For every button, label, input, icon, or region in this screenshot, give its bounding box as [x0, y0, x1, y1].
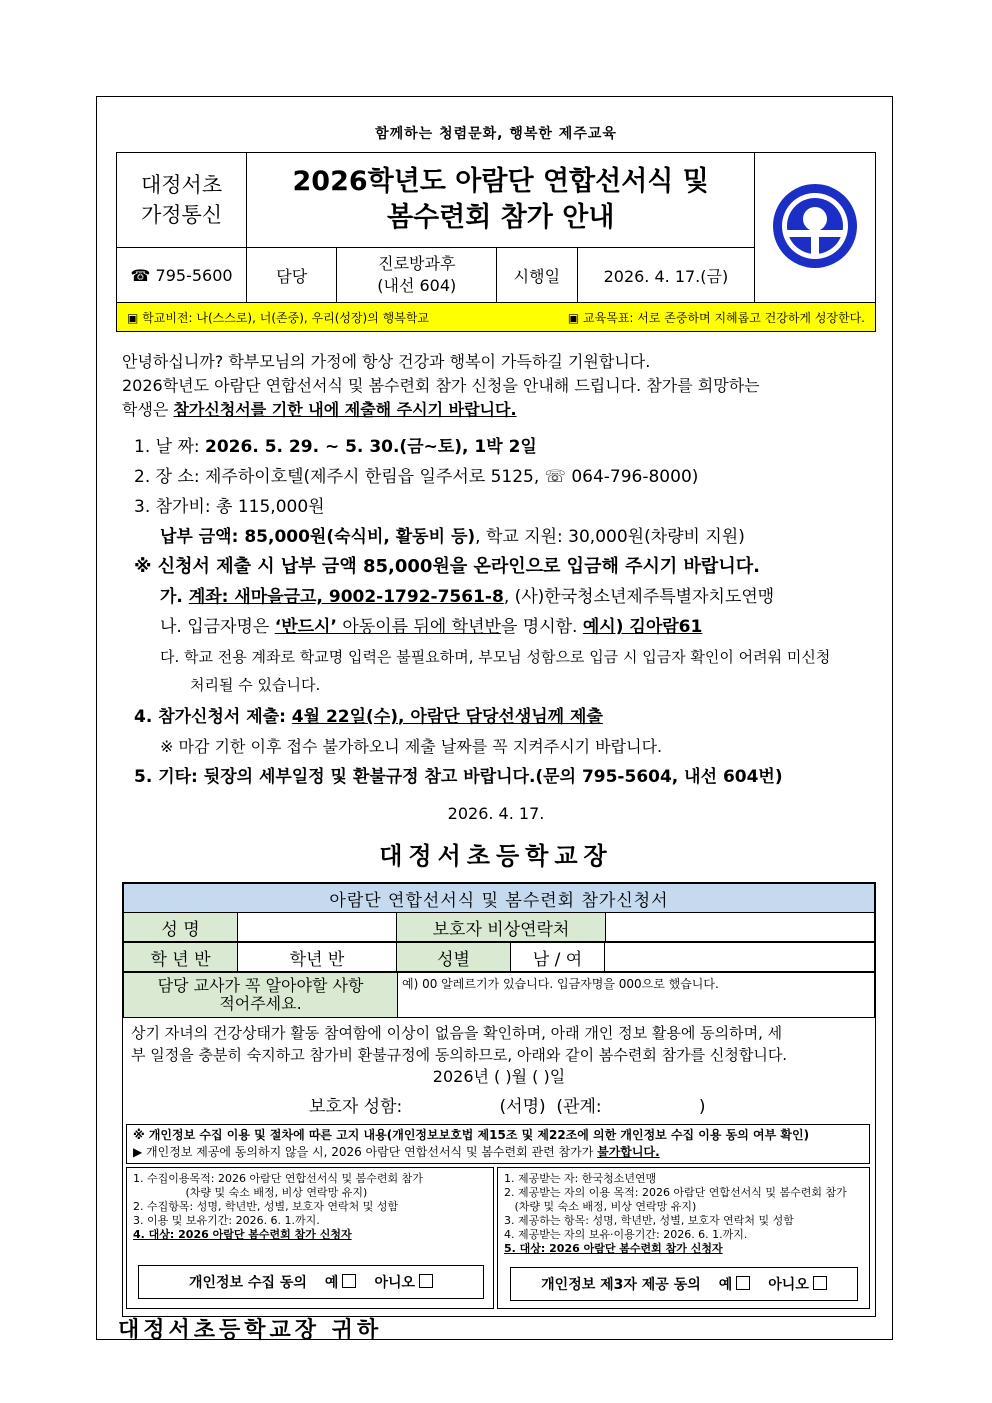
phone-number: ☎ 795-5600 — [117, 248, 247, 303]
account-holder: , (사)한국청소년제주특별자치도연맹 — [503, 587, 775, 607]
name-field[interactable] — [238, 913, 397, 942]
consent-line-1: 상기 자녀의 건강상태가 활동 참여함에 이상이 없음을 확인하며, 아래 개인 정보 활용에 동의하며, 세 — [131, 1024, 783, 1042]
privacy-list-item: 4. 제공받는 자의 보유·이용기간: 2026. 6. 1.까지. — [504, 1228, 748, 1241]
intro-line-3 — [122, 398, 517, 422]
privacy-list-item: (차량 및 숙소 배정, 비상 연락망 유지) — [504, 1200, 697, 1213]
privacy-notice-2 — [133, 1144, 863, 1161]
school-name: 대정서초 — [140, 173, 223, 197]
thirdparty-yes-label: 예 — [718, 1277, 733, 1293]
privacy-notice-2-text: ▶ 개인정보 제공에 동의하지 않을 시, 2026 아람단 연합선서식 및 봄수련회 관련 참가가 — [133, 1145, 598, 1159]
submission-target: , 아람단 담당선생님께 제출 — [398, 707, 603, 727]
teacher-note-label — [124, 973, 398, 1018]
depositor-example: 예시) 김아람61 — [582, 617, 703, 637]
charge-label: 담당 — [247, 248, 337, 303]
education-goal: ▣ 교육목표: 서로 존중하며 지혜롭고 건강하게 성장한다. — [567, 310, 865, 325]
department-cell — [337, 248, 497, 303]
depositor-suffix: 을 명시함. — [500, 617, 583, 637]
header-table — [116, 152, 876, 303]
school-cell — [117, 153, 247, 248]
footer-addressee: 대정서초등학교장 귀하 — [118, 1318, 383, 1343]
collection-consent-label: 개인정보 수집 동의 — [188, 1275, 307, 1291]
date-label: 시행일 — [497, 248, 577, 303]
collection-yes-label: 예 — [324, 1275, 339, 1291]
payment-amount: 납부 금액: 85,000원(숙식비, 활동비 등) — [160, 527, 476, 547]
depositor-line — [160, 615, 702, 639]
school-logo-icon — [770, 181, 860, 271]
privacy-list-item: 1. 제공받는 자: 한국청소년연맹 — [504, 1172, 657, 1185]
page-title: 2026학년도 아람단 연합선서식 및 — [292, 166, 709, 197]
intro-line-2: 2026학년도 아람단 연합선서식 및 봄수련회 참가 신청을 안내해 드립니다. 참가를 희망하는 — [122, 376, 760, 395]
school-support: , 학교 지원: 30,000원(차량비 지원) — [475, 527, 745, 547]
submission-label: 4. 참가신청서 제출: — [134, 707, 292, 727]
guardian-signature[interactable]: 보호자 성함: (서명) (관계: ) — [309, 1097, 706, 1117]
intro-line-1: 안녕하십니까? 학부모님의 가정에 항상 건강과 행복이 가득하길 기원합니다. — [122, 352, 651, 371]
item-other: 5. 기타: 뒷장의 세부일정 및 환불규정 참고 바랍니다.(문의 795-5604, 내선 604번) — [134, 767, 783, 787]
sign-date: 2026. 4. 17. — [447, 804, 545, 823]
collection-consent-box — [138, 1265, 484, 1299]
date-value: 2026. 4. 17.(금) — [577, 248, 755, 303]
page-subtitle: 봄수련회 참가 안내 — [386, 202, 615, 233]
checkbox-icon[interactable] — [342, 1274, 356, 1288]
payment-note: ※ 신청서 제출 시 납부 금액 85,000원을 온라인으로 입금해 주시기 바랍니다. — [134, 556, 760, 577]
item-date-label: 1. 날 짜: — [134, 437, 206, 457]
thirdparty-consent-no[interactable] — [768, 1274, 827, 1294]
intro-deadline-request: 참가신청서를 기한 내에 제출해 주시기 바랍니다. — [173, 400, 517, 419]
privacy-collection-list — [133, 1172, 487, 1228]
depositor-must: ‘반드시’ — [274, 617, 337, 637]
thirdparty-consent-box — [510, 1267, 858, 1301]
principal-name: 대정서초등학교장 — [379, 842, 613, 870]
checkbox-icon[interactable] — [736, 1276, 750, 1290]
privacy-list-item: 2. 수집항목: 성명, 학년반, 성별, 보호자 연락처 및 성함 — [133, 1200, 399, 1213]
consent-text — [123, 1018, 875, 1122]
account-warning-2: 처리될 수 있습니다. — [190, 676, 321, 694]
privacy-list-item: 3. 이용 및 보유기간: 2026. 6. 1.까지. — [133, 1214, 320, 1227]
logo-cell — [755, 153, 876, 303]
teacher-note-field[interactable]: 예) 00 알레르기가 있습니다. 입금자명을 000으로 했습니다. — [398, 973, 875, 1018]
teacher-note-label-1: 담당 교사가 꼭 알아야할 사항 — [157, 976, 364, 995]
item-fee: 3. 참가비: 총 115,000원 — [134, 497, 325, 517]
privacy-list-item: (차량 및 숙소 배정, 비상 연락망 유지) — [133, 1186, 368, 1199]
item-fee-detail — [160, 525, 745, 549]
collection-no-label: 아니오 — [374, 1275, 416, 1291]
submission-deadline: 4월 22일(수) — [291, 707, 399, 727]
newsletter-label: 가정통신 — [140, 203, 223, 227]
item-place: 2. 장 소: 제주하이호텔(제주시 한림읍 일주서로 5125, ☏ 064-796-8000) — [134, 467, 699, 487]
account-line — [160, 585, 774, 609]
checkbox-icon[interactable] — [813, 1276, 827, 1290]
school-vision: ▣ 학교비전: 나(스스로), 너(존중), 우리(성장)의 행복학교 — [127, 310, 430, 325]
gender-label: 성별 — [397, 943, 511, 972]
privacy-list-item: 1. 수집이용목적: 2026 아람단 연합선서식 및 봄수련회 참가 — [133, 1172, 423, 1185]
gender-field[interactable]: 남 / 여 — [511, 943, 605, 972]
submission-line — [134, 705, 603, 729]
collection-consent-no[interactable] — [374, 1272, 433, 1292]
consent-line-2: 부 일정을 충분히 숙지하고 참가비 환불규정에 동의하므로, 아래와 같이 봄수련회 참가를 신청합니다. — [131, 1046, 788, 1064]
item-date — [134, 435, 537, 459]
deadline-warning: ※ 마감 기한 이후 접수 불가하오니 제출 날짜를 꼭 지켜주시기 바랍니다. — [160, 737, 663, 756]
thirdparty-no-label: 아니오 — [768, 1277, 809, 1293]
slogan: 함께하는 청렴문화, 행복한 제주교육 — [375, 126, 617, 142]
account-marker: 가. — [160, 587, 189, 607]
privacy-notice-2-emphasis: 불가합니다. — [597, 1145, 660, 1159]
privacy-notice-1: ※ 개인정보 수집 이용 및 절차에 따른 고지 내용(개인정보보호법 제15조 및 제22조에 의한 개인정보 수집 이용 동의 여부 확인) — [133, 1128, 810, 1142]
item-date-value: 2026. 5. 29. ~ 5. 30.(금~토), 1박 2일 — [205, 437, 537, 457]
form-title: 아람단 연합선서식 및 봄수련회 참가신청서 — [124, 884, 875, 913]
extension-number: (내선 604) — [377, 276, 457, 295]
guardian-contact-label: 보호자 비상연락처 — [397, 913, 606, 942]
privacy-notice — [126, 1124, 870, 1164]
grade-field[interactable]: 학년 반 — [238, 943, 397, 972]
checkbox-icon[interactable] — [419, 1274, 433, 1288]
privacy-list-item: 3. 제공하는 항목: 성명, 학년반, 성별, 보호자 연락처 및 성함 — [504, 1214, 794, 1227]
privacy-thirdparty-list — [504, 1172, 863, 1242]
collection-consent-yes[interactable] — [325, 1272, 357, 1292]
teacher-note-label-2: 적어주세요. — [219, 994, 302, 1013]
grade-label: 학 년 반 — [124, 943, 238, 972]
privacy-list-item: 2. 제공받는 자의 이용 목적: 2026 아람단 연합선서식 및 봄수련회 참가 — [504, 1186, 847, 1199]
privacy-thirdparty-target: 5. 대상: 2026 아람단 봄수련회 참가 신청자 — [504, 1242, 723, 1255]
depositor-rule: 아동이름 뒤에 학년반 — [336, 617, 501, 637]
vision-bar — [116, 302, 876, 332]
name-label: 성 명 — [124, 913, 238, 942]
account-warning-1: 다. 학교 전용 계좌로 학교명 입력은 불필요하며, 부모님 성함으로 입금 시 입금자 확인이 어려워 미신청 — [160, 648, 831, 666]
consent-date[interactable]: 2026년 ( )월 ( )일 — [432, 1067, 566, 1086]
guardian-contact-field[interactable] — [606, 913, 875, 942]
thirdparty-consent-yes[interactable] — [719, 1274, 751, 1294]
bank-account: 계좌: 새마을금고, 9002-1792-7561-8 — [188, 587, 504, 607]
department-name: 진로방과후 — [378, 254, 456, 273]
privacy-collection-target: 4. 대상: 2026 아람단 봄수련회 참가 신청자 — [133, 1228, 352, 1241]
depositor-prefix: 나. 입금자명은 — [160, 617, 275, 637]
intro-line-3-prefix: 학생은 — [122, 400, 174, 419]
thirdparty-consent-label: 개인정보 제3자 제공 동의 — [541, 1277, 701, 1293]
title-cell — [247, 153, 755, 248]
blank-cell — [605, 943, 875, 972]
